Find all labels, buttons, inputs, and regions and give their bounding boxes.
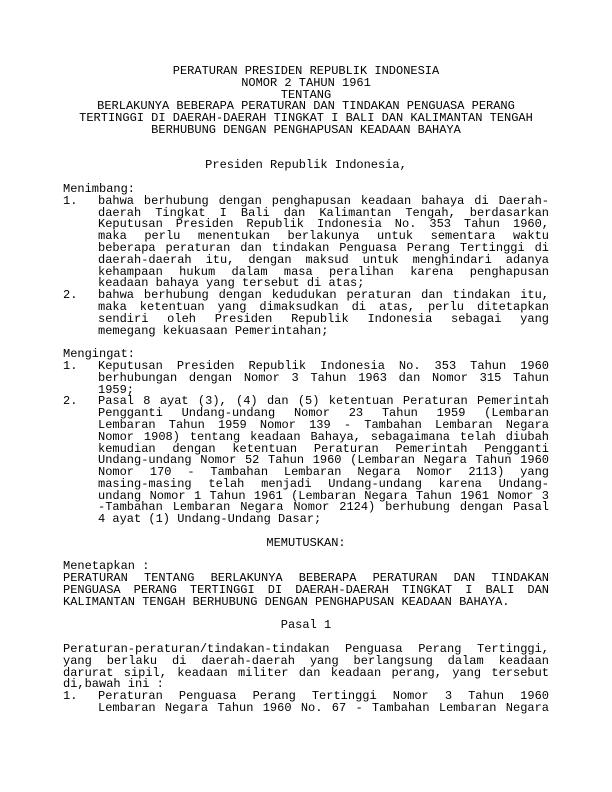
item-text (98, 691, 549, 715)
text-line: Keputusan Presiden Republik Indonesia No. 353 Tahun 1960, (98, 217, 549, 232)
item-text (98, 396, 549, 526)
salutation (63, 160, 549, 172)
spacer (63, 137, 549, 161)
spacer (63, 172, 549, 184)
text-line: beberapa peraturan dan tindakan Penguasa Perang Tertinggi di (98, 240, 549, 255)
document-content (63, 66, 549, 715)
item-number: 2. (63, 394, 78, 409)
text-line: maka perlu menentukan berlakunya untuk sementara waktu (98, 229, 549, 244)
mengingat-label: Mengingat: (63, 347, 136, 362)
text-line: masing-masing telah menjadi Undang-undang karena Undang- (98, 476, 549, 491)
text-line: maka ketentuan yang dimaksudkan di atas, perlu ditetapkan (98, 299, 549, 314)
memutuskan-text: MEMUTUSKAN: (266, 535, 346, 550)
text-line: Nomor 170 - Tambahan Lembaran Negara Nomor 2113) yang (98, 465, 549, 480)
item-number: 1. (63, 193, 78, 208)
text-line: keadaan bahaya yang tersebut di atas; (98, 276, 365, 291)
menetapkan-label: Menetapkan : (63, 559, 150, 574)
text-line: PERATURAN PRESIDEN REPUBLIK INDONESIA (172, 64, 440, 78)
text-line: daerah Tingkat I Bali dan Kalimantan Tengah, berdasarkan (98, 205, 549, 220)
memutuskan-heading (63, 535, 549, 550)
menimbang-label: Menimbang: (63, 181, 136, 196)
salutation-text: Presiden Republik Indonesia, (205, 158, 407, 173)
text-line: Keputusan Presiden Republik Indonesia No. 353 Tahun 1960 (98, 358, 549, 373)
text-line: Pengganti Undang-undang Nomor 23 Tahun 1959 (Lembaran (98, 406, 549, 421)
text-line: memegang kekuasaan Pemerintahan; (98, 323, 329, 338)
text-line: NOMOR 2 TAHUN 1961 (241, 75, 371, 90)
text-line: Pasal 8 ayat (3), (4) dan (5) ketentuan Peraturan Pemerintah (98, 394, 549, 409)
mengingat-item-2 (63, 396, 549, 526)
item-text (98, 193, 549, 291)
item-text (98, 358, 549, 397)
text-line: BERLAKUNYA BEBERAPA PERATURAN DAN TINDAKAN PENGUASA PERANG (97, 99, 515, 114)
text-line: Lembaran Tahun 1959 Nomor 139 - Tambahan Lembaran Negara (98, 417, 549, 432)
item-number: 2. (63, 288, 78, 303)
text-line: KALIMANTAN TENGAH BERHUBUNG DENGAN PENGHAPUSAN KEADAAN BAHAYA. (63, 594, 510, 609)
mengingat-item-1 (63, 358, 549, 397)
text-line: yang berlaku di daerah-daerah yang berlangsung dalam keadaan (63, 653, 549, 668)
pasal-1-heading (63, 620, 549, 632)
text-line: undang Nomor 1 Tahun 1961 (Lembaran Negara Tahun 1961 Nomor 3 (98, 488, 549, 503)
text-line: TENTANG (280, 87, 332, 102)
text-line: bahwa berhubung dengan penghapusan keadaan bahaya di Daerah- (98, 193, 549, 208)
spacer (63, 337, 549, 349)
text-line: TERTINGGI DI DAERAH-DAERAH TINGKAT I BALI DAN KALIMANTAN TENGAH (79, 111, 533, 126)
menimbang-item-1 (63, 193, 549, 291)
pasal-1-item-1 (63, 691, 549, 715)
text-line: di,bawah ini : (63, 677, 164, 692)
menetapkan-paragraph (63, 573, 549, 608)
text-line: darurat sipil, keadaan militer dan keadaan perang, yang tersebut (63, 665, 549, 680)
text-line: berhubungan dengan Nomor 3 Tahun 1963 dan Nomor 315 Tahun (98, 370, 549, 385)
text-line: 4 ayat (1) Undang-Undang Dasar; (98, 512, 322, 527)
text-line: kehampaan hukum dalam masa peralihan karena penghapusan (98, 264, 549, 279)
text-line: PENGUASA PERANG TERTINGGI DI DAERAH-DAERAH TINGKAT I BALI DAN (63, 583, 549, 598)
text-line: Peraturan Penguasa Perang Tertinggi Nomor 3 Tahun 1960 (98, 689, 549, 704)
text-line: Lembaran Negara Tahun 1960 No. 67 - Tambahan Lembaran Negara (98, 701, 549, 716)
text-line: -Tambahan Lembaran Negara Nomor 2124) berhubung dengan Pasal (98, 500, 549, 515)
text-line: 1959; (98, 382, 135, 397)
text-line: bahwa berhubung dengan kedudukan peraturan dan tindakan itu, (98, 288, 549, 303)
pasal-1-intro (63, 644, 549, 691)
text-line: BERHUBUNG DENGAN PENGHAPUSAN KEADAAN BAHAYA (151, 122, 461, 137)
text-line: Undang-undang Nomor 52 Tahun 1960 (Lembaran Negara Tahun 1960 (98, 453, 549, 468)
text-line: sendiri oleh Presiden Republik Indonesia sebagai yang (98, 311, 549, 326)
item-text (98, 290, 549, 337)
pasal-1-heading-text: Pasal 1 (280, 618, 332, 633)
text-line: Nomor 1908) tentang keadaan Bahaya, sebagaimana telah diubah (98, 429, 549, 444)
document-title (63, 66, 549, 137)
item-number: 1. (63, 358, 78, 373)
text-line: PERATURAN TENTANG BERLAKUNYA BEBERAPA PERATURAN DAN TINDAKAN (63, 571, 549, 586)
text-line: kemudian dengan ketentuan Peraturan Pemerintah Pengganti (98, 441, 549, 456)
text-line: Peraturan-peraturan/tindakan-tindakan Penguasa Perang Tertinggi, (63, 642, 549, 657)
menimbang-item-2 (63, 290, 549, 337)
text-line: daerah-daerah itu, dengan maksud untuk menghindari adanya (98, 252, 549, 267)
item-number: 1. (63, 689, 78, 704)
